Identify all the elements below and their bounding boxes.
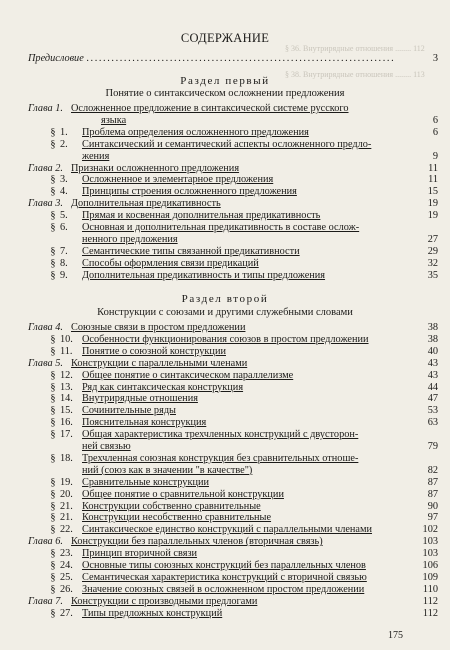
toc-chapter[interactable] [28,198,438,210]
section-sign: § [50,429,56,441]
page-ref: 106 [422,560,438,571]
section-title: Сравнительные конструкции [82,476,209,488]
page-number: 175 [388,630,403,641]
section-number: 7. [60,245,68,257]
toc-chapter[interactable] [28,322,438,334]
section-title: Синтаксическое единство конструкций с параллельными членами [82,524,373,536]
section-title: Прямая и косвенная дополнительная предикативность [82,210,321,222]
preface-label: Предисловие [28,53,84,64]
section-number: 27. [60,607,73,619]
part-subheading: Конструкции с союзами и другими служебными словами [97,307,353,318]
section-sign: § [50,500,56,512]
section-title: Типы предложных конструкций [82,607,223,619]
page-ref: 109 [422,571,438,583]
section-sign: § [50,126,56,138]
toc-chapter[interactable] [28,103,404,115]
section-number: 26. [60,583,73,595]
chapter-title: Союзные связи в простом предложении [71,322,246,333]
toc-section[interactable] [28,607,438,620]
continuation-text: ней связью [82,441,131,452]
section-number: 24. [60,560,73,571]
page-ref: 29 [427,245,438,257]
section-number: 23. [60,548,73,560]
section-title: Семантическая характеристика конструкций с вторичной связью [82,571,367,583]
chapter-label: Глава 2. [28,162,63,174]
section-number: 3. [60,174,68,186]
toc-section[interactable] [28,500,438,513]
section-sign: § [50,512,56,524]
chapter-label: Глава 1. [28,103,63,114]
toc-section[interactable] [28,139,404,151]
section-title: Общее понятие о сравнительной конструкции [82,488,284,500]
toc-chapter[interactable] [28,162,438,175]
section-sign: § [50,333,56,345]
page-ref: 53 [427,405,438,417]
section-sign: § [50,174,56,186]
section-title: Сочинительные ряды [82,405,176,417]
section-sign: § [50,571,56,583]
section-sign: § [50,560,56,571]
toc-continuation[interactable] [28,441,438,453]
section-number: 18. [60,452,73,464]
part-heading: Раздел второй [181,293,269,305]
toc-section[interactable] [28,257,438,270]
section-sign: § [50,222,56,233]
section-number: 16. [60,417,73,429]
toc-section[interactable] [28,333,438,346]
toc-section[interactable] [28,524,438,536]
section-title: Основные типы союзных конструкций без параллельных членов [82,560,366,571]
toc-section[interactable] [28,453,404,465]
section-number: 4. [60,186,68,198]
section-title: Особенности функционирования союзов в простом предложении [82,333,369,345]
continuation-text: языка [101,114,127,126]
page-ref: 43 [427,357,438,369]
toc-continuation[interactable] [28,114,438,127]
section-number: 21. [60,500,73,512]
section-sign: § [50,524,56,536]
page-ref: 3 [432,53,438,64]
toc-chapter[interactable] [28,536,438,548]
section-sign: § [50,393,56,405]
page-ref: 103 [422,536,438,548]
page-ref: 19 [427,210,438,222]
section-number: 2. [60,138,68,150]
dot-leader: .......................................................................... [86,53,396,64]
section-sign: § [50,583,56,595]
toc-chapter[interactable] [28,357,438,370]
chapter-label: Глава 5. [28,357,63,369]
toc-section[interactable] [28,476,438,489]
bleed-through-text: § 36. Внутрирядные отношения ........ 112 [285,44,425,53]
section-title: Семантические типы связанной предикативности [82,245,300,257]
section-sign: § [50,452,56,464]
section-sign: § [50,210,56,222]
section-title: Пояснительная конструкция [82,417,207,429]
page-title: СОДЕРЖАНИЕ [180,31,270,45]
toc-section[interactable] [28,186,438,198]
section-sign: § [50,548,56,560]
chapter-label: Глава 6. [28,536,63,548]
toc-section[interactable] [28,369,438,382]
section-title: Понятие о союзной конструкции [82,345,226,357]
section-number: 17. [60,429,73,441]
page-ref: 27 [427,233,438,245]
page-ref: 19 [427,198,438,210]
page-ref: 43 [427,369,438,381]
section-title: Трехчленная союзная конструкция без сравнительных отноше- [82,452,359,464]
page-ref: 44 [427,381,438,393]
section-number: 19. [60,476,73,488]
section-sign: § [50,405,56,417]
page-ref: 87 [427,488,438,500]
page-ref: 9 [432,150,438,162]
page-ref: 112 [422,595,438,607]
chapter-title: Осложненное предложение в синтаксической системе русского [71,103,349,114]
section-title: Основная и дополнительная предикативность в составе ослож- [82,222,360,233]
section-title: Значение союзных связей в осложненном простом предложении [82,583,365,595]
section-sign: § [50,345,56,357]
chapter-label: Глава 3. [28,198,63,210]
bleed-through-text: § 38. Внутрирядные отношения ........ 113 [285,70,425,79]
continuation-text: ненного предложения [82,233,178,245]
page-ref: 38 [427,322,438,333]
chapter-label: Глава 7. [28,595,63,607]
toc-section[interactable] [28,560,438,572]
toc-section[interactable] [28,417,438,429]
continuation-text: ний (союз как в значении "в качестве") [82,464,253,476]
page-ref: 87 [427,476,438,488]
toc-section[interactable] [28,583,438,596]
toc-chapter[interactable] [28,595,438,608]
section-number: 21. [60,512,73,524]
page-ref: 103 [422,548,438,560]
section-number: 13. [60,381,73,393]
page-ref: 79 [427,441,438,452]
toc-continuation[interactable] [28,464,438,477]
part-heading: Раздел первый [180,75,270,87]
section-title: Внутрирядные отношения [82,393,198,405]
section-sign: § [50,245,56,257]
section-sign: § [50,269,56,281]
section-number: 5. [60,210,68,222]
continuation-text: жения [82,150,110,162]
toc-section[interactable] [28,488,438,501]
section-title: Способы оформления связи предикаций [82,257,259,269]
toc-section[interactable] [28,512,438,524]
chapter-title: Дополнительная предикативность [71,198,221,210]
page-ref: 40 [427,345,438,357]
section-title: Осложненное и элементарное предложения [82,174,274,186]
page-ref: 47 [427,393,438,405]
section-number: 14. [60,393,73,405]
section-sign: § [50,369,56,381]
section-number: 10. [60,333,73,345]
toc-section[interactable] [28,571,438,584]
section-title: Принцип вторичной связи [82,548,198,560]
section-title: Принципы строения осложненного предложения [82,186,297,198]
section-number: 20. [60,488,73,500]
section-title: Проблема определения осложненного предложения [82,126,309,138]
toc-continuation[interactable] [28,233,438,246]
section-title: Синтаксический и семантический аспекты осложненного предло- [82,138,372,150]
page-ref: 6 [432,126,438,138]
section-number: 6. [60,222,68,233]
toc-section[interactable] [28,393,438,405]
page-ref: 82 [427,464,438,476]
page-ref: 15 [427,186,438,198]
section-title: Общая характеристика трехчленных конструкций с двусторон- [82,429,359,441]
section-title: Общее понятие о синтаксическом параллелизме [82,369,294,381]
toc-section[interactable] [28,245,438,258]
section-sign: § [50,476,56,488]
page-ref: 11 [428,162,438,174]
toc-section[interactable] [28,405,438,417]
page-ref: 38 [427,333,438,345]
page-ref: 63 [427,417,438,429]
section-number: 9. [60,269,68,281]
page-ref: 112 [422,607,438,619]
chapter-title: Конструкции с производными предлогами [71,595,258,607]
section-number: 8. [60,257,68,269]
section-number: 22. [60,524,73,536]
toc-section[interactable] [28,269,438,282]
toc-section[interactable] [28,222,404,234]
toc-preface[interactable] [28,53,438,65]
toc-section[interactable] [28,381,438,394]
toc-section[interactable] [28,210,438,222]
page-ref: 102 [422,524,438,536]
section-title: Ряд как синтаксическая конструкция [82,381,244,393]
section-sign: § [50,138,56,150]
section-title: Конструкции несобственно сравнительные [82,512,272,524]
section-number: 11. [60,345,73,357]
chapter-title: Признаки осложненного предложения [71,162,240,174]
toc-section[interactable] [28,429,404,441]
section-number: 25. [60,571,73,583]
chapter-title: Конструкции без параллельных членов (вторичная связь) [71,536,323,548]
part-subheading: Понятие о синтаксическом осложнении предложения [105,88,345,99]
section-title: Дополнительная предикативность и типы предложения [82,269,326,281]
section-title: Конструкции собственно сравнительные [82,500,261,512]
chapter-title: Конструкции с параллельными членами [71,357,248,369]
toc-continuation[interactable] [28,150,438,163]
toc-section[interactable] [28,126,438,139]
toc-section[interactable] [28,345,438,358]
toc-section[interactable] [28,548,438,560]
page-ref: 90 [427,500,438,512]
page-ref: 6 [432,114,438,126]
page-ref: 35 [427,269,438,281]
section-sign: § [50,488,56,500]
page-ref: 110 [422,583,438,595]
section-sign: § [50,186,56,198]
section-number: 1. [60,126,68,138]
section-sign: § [50,381,56,393]
page-ref: 97 [427,512,438,524]
chapter-label: Глава 4. [28,322,63,333]
page-ref: 11 [428,174,438,186]
section-number: 15. [60,405,73,417]
page-ref: 32 [427,257,438,269]
section-sign: § [50,257,56,269]
section-sign: § [50,607,56,619]
toc-section[interactable] [28,174,438,186]
section-number: 12. [60,369,73,381]
section-sign: § [50,417,56,429]
